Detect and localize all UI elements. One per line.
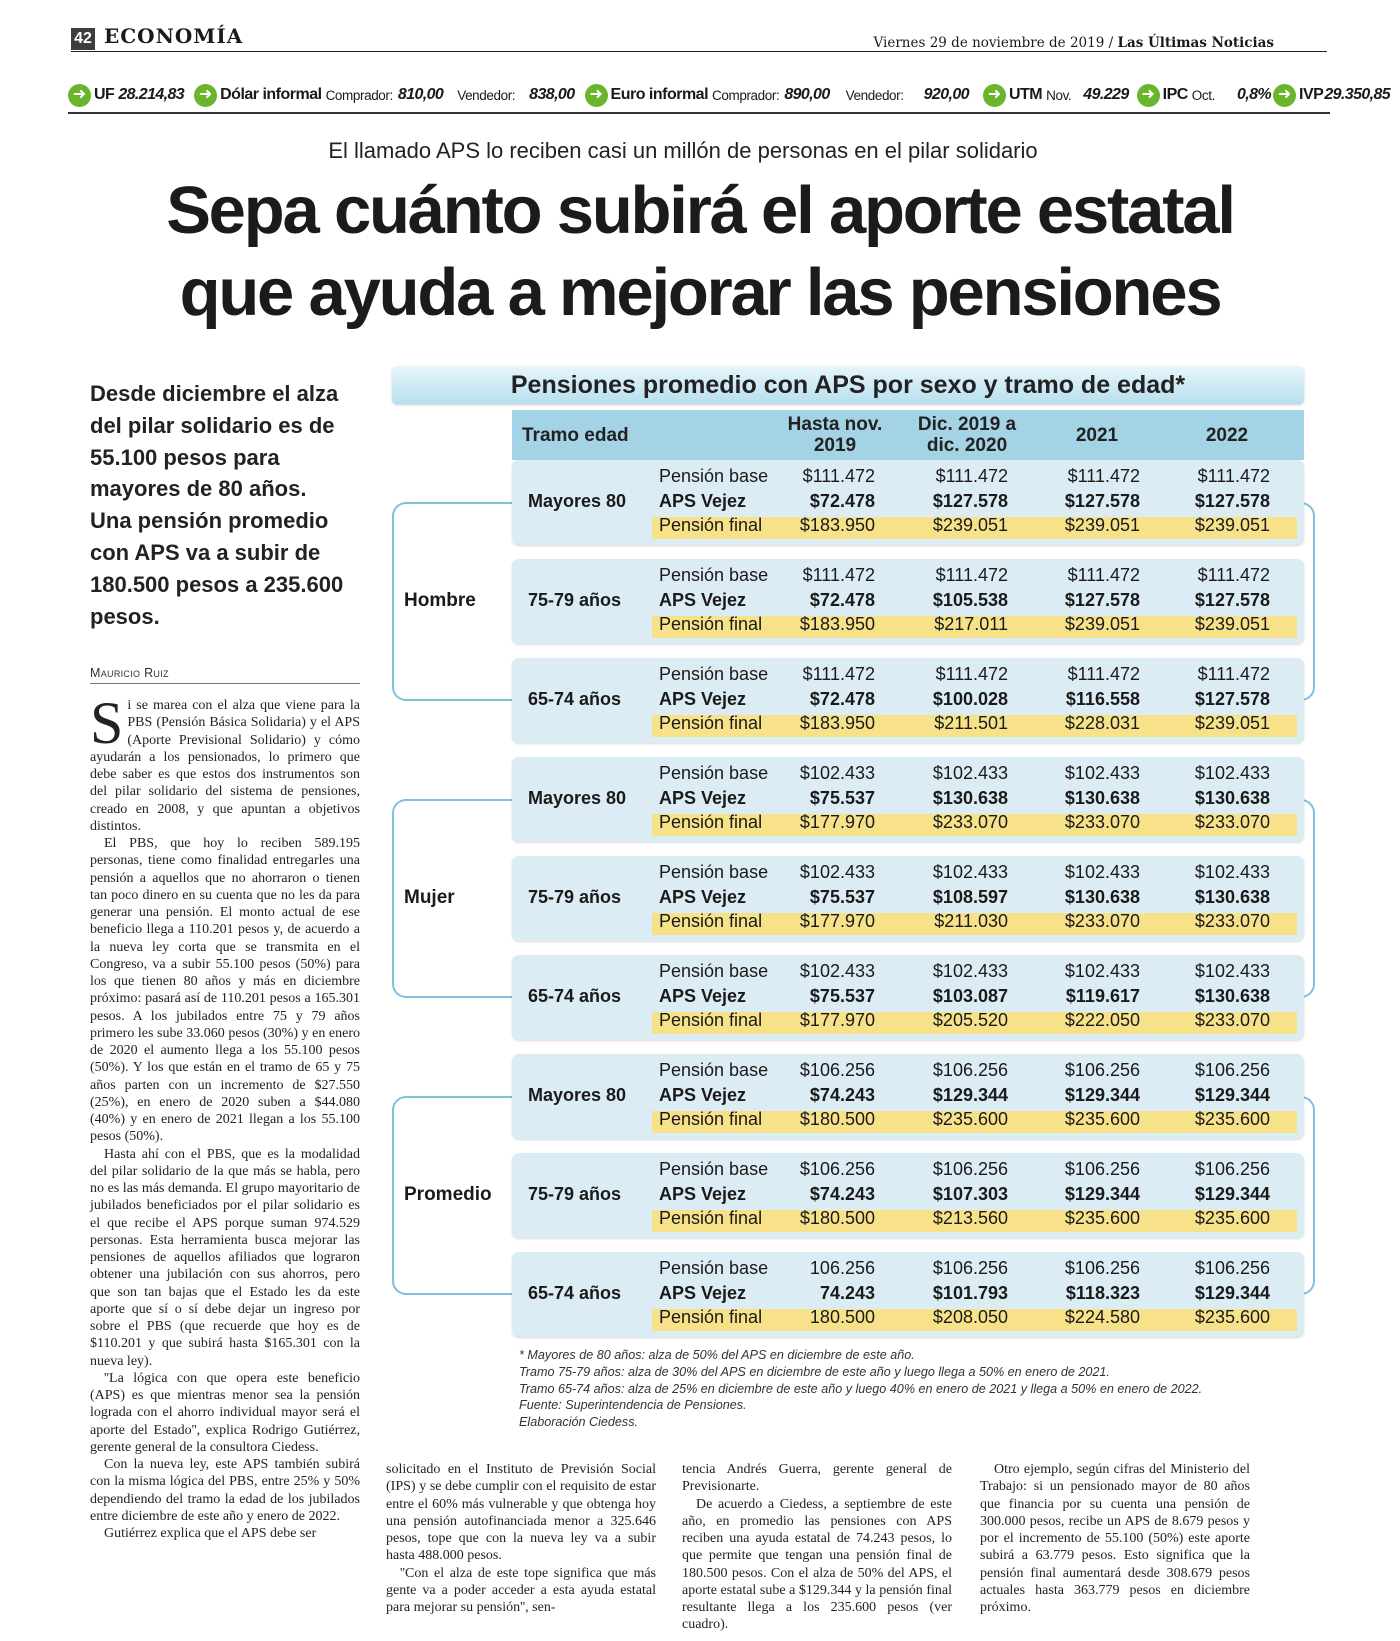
table-cell: $239.051 [1064,614,1140,634]
row-label: APS Vejez [659,887,747,907]
row-label: Pensión final [659,911,763,931]
table-cell: $177.970 [799,1010,875,1030]
age-bracket-label: 75-79 años [528,1184,622,1204]
table-cell: $239.051 [1064,515,1140,535]
body-paragraph: ''La lógica con que opera este beneficio (APS) es que mientras menor sea la pensión lograda con el ahorro individual mayor será el aporte del Estado'', explica Rodrigo Gutiérrez, gerente general de la consultora Ciedess. [90,1370,360,1455]
table-cell: $127.578 [1194,590,1270,610]
table-note: Tramo 75-79 años: alza de 30% del APS en diciembre de este año y luego llega a 50% en enero de 2021. [519,1364,1110,1379]
table-cell: $103.087 [932,986,1008,1006]
table-cell: $111.472 [1067,565,1140,585]
article-body-col2 [386,1461,656,1616]
table-cell: $130.638 [1064,788,1140,808]
table-cell: $208.050 [932,1307,1008,1327]
row-label: APS Vejez [659,491,747,511]
row-label: Pensión final [659,614,763,634]
table-cell: $130.638 [1064,887,1140,907]
header-col-nov2019: Hasta nov. 2019 [787,414,883,456]
table-cell: $111.472 [802,466,875,486]
article-body-col3 [682,1461,952,1634]
age-bracket-label: Mayores 80 [528,1085,627,1105]
body-paragraph: Hasta ahí con el PBS, que es la modalidad del pilar solidario de la que más se habla, pero no es las más demanda. El grupo mayoritario de jubilados beneficiados por el pilar solidario es el que recibe el APS porque suman 974.529 personas. Esta herramienta busca mejorar las pensiones de aquellos afiliados que lograron obtener una jubilación con sus ahorros, pero que son tan bajas que el Estado les da este aporte que sí o sí debe dejar un ingreso por sobre el PBS (que recuerde que hoy es de $110.201 y que subirá hasta $165.301 con la nueva ley). [90,1146,360,1369]
table-cell: $235.600 [1064,1208,1140,1228]
arrow-right-icon: ➜ [194,84,217,107]
table-cell: $111.472 [802,565,875,585]
table-cell: $129.344 [1194,1283,1270,1303]
table-cell: $224.580 [1064,1307,1140,1327]
table-cell: $177.970 [799,812,875,832]
table-cell: $102.433 [1064,862,1140,882]
table-title: Pensiones promedio con APS por sexo y tramo de edad* [510,371,1186,399]
table-cell: $222.050 [1064,1010,1140,1030]
table-cell: $235.600 [1064,1109,1140,1129]
body-paragraph: Gutiérrez explica que el APS debe ser [104,1526,317,1541]
table-cell: 106.256 [809,1258,875,1278]
table-cell: $102.433 [1064,961,1140,981]
table-cell: $183.950 [799,713,875,733]
age-bracket-label: Mayores 80 [528,788,627,808]
row-label: Pensión final [659,515,763,535]
table-cell: $106.256 [1194,1258,1270,1278]
table-cell: $118.323 [1065,1283,1140,1303]
table-cell: $102.433 [932,763,1008,783]
table-cell: $239.051 [1194,614,1270,634]
table-cell: $233.070 [1194,1010,1270,1030]
headline-line-1: Sepa cuánto subirá el aporte estatal [166,173,1234,248]
row-label: APS Vejez [659,788,747,808]
table-cell: $102.433 [932,862,1008,882]
table-cell: $102.433 [799,763,875,783]
table-cell: $111.472 [1197,565,1270,585]
table-cell: $233.070 [1194,911,1270,931]
dolar-buy-value: 810,00 [397,86,444,103]
table-cell: $111.472 [802,664,875,684]
table-cell: $106.256 [1194,1060,1270,1080]
row-label: APS Vejez [659,1184,747,1204]
table-cell: $111.472 [935,565,1008,585]
body-paragraph: solicitado en el Instituto de Previsión Social (IPS) y se debe cumplir con el requisito de estar entre el 60% más vulnerable y que obtenga hoy una pensión autofinanciada menor a 325.646 pesos, tope que con la nueva ley va a subir hasta 488.000 pesos. [386,1462,656,1564]
table-cell: $239.051 [1194,713,1270,733]
indicators-rule [68,112,1330,114]
table-cell: $111.472 [1067,466,1140,486]
article-body-col1 [90,690,360,1542]
table-cell: $180.500 [799,1208,875,1228]
table-header [512,410,1304,460]
table-cell: $74.243 [809,1184,875,1204]
table-cell: $127.578 [932,491,1008,511]
arrow-right-icon: ➜ [68,84,91,107]
table-cell: $102.433 [1194,961,1270,981]
row-label: Pensión base [659,862,769,882]
table-cell: $127.578 [1194,491,1270,511]
table-cell: $108.597 [932,887,1008,907]
table-cell: $75.537 [809,986,875,1006]
table-cell: $107.303 [932,1184,1008,1204]
table-cell: $111.472 [1067,664,1140,684]
dolar-sell-label: Vendedor: [457,87,516,103]
table-cell: $102.433 [1194,763,1270,783]
table-cell: $180.500 [799,1109,875,1129]
byline-rule [90,683,360,684]
table-cell: $72.478 [809,590,875,610]
table-cell: $116.558 [1065,689,1140,709]
euro-buy-label: Comprador: [712,87,780,103]
table-cell: $106.256 [932,1060,1008,1080]
age-bracket-label: Mayores 80 [528,491,627,511]
table-cell: $211.030 [934,911,1008,931]
table-cell: $106.256 [1194,1159,1270,1179]
table-cell: $106.256 [799,1159,875,1179]
table-cell: $183.950 [799,614,875,634]
table-cell: $233.070 [1064,812,1140,832]
table-cell: $127.578 [1064,590,1140,610]
euro-sell-label: Vendedor: [845,87,904,103]
ipc-value: 0,8% [1236,86,1272,103]
table-cell: $130.638 [1194,986,1270,1006]
sex-label: Mujer [404,886,455,908]
table-cell: $130.638 [1194,887,1270,907]
table-cell: $106.256 [1064,1060,1140,1080]
table-cell: $102.433 [1064,763,1140,783]
header-col-2022: 2022 [1205,424,1249,446]
row-label: APS Vejez [659,689,747,709]
table-cell: $235.600 [1194,1208,1270,1228]
row-label: APS Vejez [659,1085,747,1105]
row-label: Pensión final [659,1307,763,1327]
row-label: Pensión final [659,713,763,733]
utm-value: 49.229 [1083,86,1129,103]
row-label: Pensión base [659,664,769,684]
ipc-label: IPC [1162,86,1188,103]
table-note: Tramo 65-74 años: alza de 25% en diciembre de este año y luego 40% en enero de 2021 y llega a 50% en enero de 2022. [519,1381,1203,1396]
table-cell: $72.478 [809,491,875,511]
table-cell: $102.433 [932,961,1008,981]
table-cell: $111.472 [935,664,1008,684]
dolar-sell-value: 838,00 [529,86,575,103]
sex-label: Promedio [404,1183,492,1205]
table-cell: $127.578 [1064,491,1140,511]
table-cell: $239.051 [932,515,1008,535]
table-cell: 74.243 [819,1283,875,1303]
arrow-right-icon: ➜ [1137,84,1160,107]
table-cell: $129.344 [932,1085,1008,1105]
table-cell: $106.256 [1064,1258,1140,1278]
arrow-right-icon: ➜ [983,84,1006,107]
table-cell: $235.600 [932,1109,1008,1129]
age-bracket-label: 75-79 años [528,590,622,610]
indicators-bar [68,80,1391,110]
table-cell: $129.344 [1194,1085,1270,1105]
body-paragraph: i se marea con el alza que viene para la PBS (Pensión Básica Solidaria) y el APS (Aporte Previsional Solidario) y cómo ayudarán a los pensionados, lo primero que debe saber es que estos dos instrumentos son del pilar solidario del sistema de pensiones, creado en 2008, y que apuntan a objetivos distintos. [90,698,360,834]
table-cell: 180.500 [809,1307,875,1327]
ipc-period: Oct. [1191,87,1215,103]
body-paragraph: ''Con el alza de este tope significa que más gente va a poder acceder a esta ayuda estatal para mejorar su pensión'', sen- [386,1565,656,1615]
body-paragraph: El PBS, que hoy lo reciben 589.195 personas, tiene como finalidad entregarles una pensión a aquellos que no ahorraron o tienen tan poco dinero en su cuenta que no les da para generar una pensión. El monto actual de ese beneficio llega a 110.201 pesos y, de acuerdo a la nueva ley corta que se transmita en el Congreso, va a subir 55.100 pesos (50%) para los que tienen 80 años y más en diciembre próximo: pasará así de 110.201 pesos a 165.301 pesos. A los jubilados entre 75 y 79 años primero les sube 33.060 pesos (30%) y en enero de 2020 el aumento llega a los 55.100 pesos (50%). Y los que están en el tramo de 65 y 75 años parten con un incremento de $27.550 (25%), en enero de 2020 suben a $44.080 (40%) y en enero de 2021 llegan a los 55.100 pesos (50%). [90,836,360,1145]
utm-period: Nov. [1046,87,1072,103]
uf-label: UF [94,86,115,103]
ivp-label: IVP [1299,86,1324,103]
table-cell: $129.344 [1064,1184,1140,1204]
uf-value: 28.214,83 [118,86,185,103]
row-label: Pensión base [659,565,769,585]
dolar-buy-label: Comprador: [325,87,393,103]
row-label: Pensión final [659,812,763,832]
article-headline [0,170,1400,334]
article-lead: Desde diciembre el alza del pilar solidario es de 55.100 pesos para mayores de 80 años. Una pensión promedio con APS va a subir de 180.500 pesos a 235.600 pesos. [90,381,344,629]
utm-label: UTM [1008,86,1043,103]
table-cell: $106.256 [799,1060,875,1080]
drop-cap: S [90,690,124,756]
header-rule [71,51,1327,52]
table-cell: $119.617 [1065,986,1140,1006]
table-cell: $75.537 [809,788,875,808]
table-cell: $129.344 [1064,1085,1140,1105]
row-label: APS Vejez [659,1283,747,1303]
row-label: Pensión base [659,1159,769,1179]
table-cell: $111.472 [935,466,1008,486]
newspaper-name: Las Últimas Noticias [1117,35,1274,51]
table-note: * Mayores de 80 años: alza de 50% del APS en diciembre de este año. [519,1348,915,1362]
body-paragraph: Otro ejemplo, según cifras del Ministerio del Trabajo: si un pensionado mayor de 80 años que financia por su cuenta una pensión de 300.000 pesos, recibe un APS de 8.679 pesos y por el incremento de 55.100 (50%) este aporte subirá a 63.779 pesos. Esto significa que la pensión final aumentará desde 308.679 pesos actuales hasta 363.779 pesos en diciembre próximo. [980,1462,1250,1615]
header-tramo-edad: Tramo edad [522,424,629,446]
age-bracket-label: 65-74 años [528,986,622,1006]
page-number: 42 [71,28,95,50]
dolar-label: Dólar informal [220,86,322,103]
table-cell: $100.028 [932,689,1008,709]
table-cell: $102.433 [799,862,875,882]
arrow-right-icon: ➜ [585,84,608,107]
table-cell: $233.070 [932,812,1008,832]
table-cell: $111.472 [1197,664,1270,684]
table-source: Fuente: Superintendencia de Pensiones. [519,1398,747,1413]
row-label: Pensión final [659,1010,763,1030]
header-dateline [874,35,1274,51]
headline-line-2: que ayuda a mejorar las pensiones [179,255,1221,330]
table-cell: $102.433 [799,961,875,981]
arrow-right-icon: ➜ [1273,84,1296,107]
table-cell: $101.793 [932,1283,1008,1303]
article-body-col4 [980,1461,1250,1616]
table-cell: $129.344 [1194,1184,1270,1204]
table-cell: $235.600 [1194,1307,1270,1327]
table-cell: $105.538 [932,590,1008,610]
table-cell: $130.638 [1194,788,1270,808]
row-label: Pensión base [659,1060,769,1080]
body-paragraph: Con la nueva ley, este APS también subirá con la misma lógica del PBS, entre 25% y 50% dependiendo del tramo la edad de los jubilados entre diciembre de este año y enero de 2022. [90,1457,360,1524]
table-cell: $239.051 [1194,515,1270,535]
sex-label: Hombre [404,589,476,611]
table-cell: $106.256 [932,1258,1008,1278]
table-cell: $75.537 [809,887,875,907]
table-cell: $177.970 [799,911,875,931]
table-cell: $72.478 [809,689,875,709]
body-paragraph: tencia Andrés Guerra, gerente general de Previsionarte. [682,1462,952,1495]
table-cell: $183.950 [799,515,875,535]
table-cell: $211.501 [934,713,1008,733]
table-cell: $217.011 [934,614,1008,634]
table-cell: $127.578 [1194,689,1270,709]
euro-buy-value: 890,00 [784,86,830,103]
table-cell: $233.070 [1194,812,1270,832]
row-label: Pensión base [659,1258,769,1278]
article-kicker: El llamado APS lo reciben casi un millón de personas en el pilar solidario [328,138,1038,163]
table-notes [519,1347,1309,1431]
euro-label: Euro informal [610,86,709,103]
table-cell: $205.520 [932,1010,1008,1030]
age-bracket-label: 65-74 años [528,1283,622,1303]
table-cell: $111.472 [1197,466,1270,486]
row-label: APS Vejez [659,986,747,1006]
table-cell: $228.031 [1064,713,1140,733]
age-bracket-label: 65-74 años [528,689,622,709]
table-cell: $235.600 [1194,1109,1270,1129]
section-title: ECONOMÍA [104,24,244,48]
table-cell: $130.638 [932,788,1008,808]
row-label: Pensión base [659,466,769,486]
table-cell: $74.243 [809,1085,875,1105]
table-cell: $106.256 [1064,1159,1140,1179]
table-cell: $213.560 [932,1208,1008,1228]
table-cell: $106.256 [932,1159,1008,1179]
table-credit: Elaboración Ciedess. [519,1415,639,1430]
header-col-2021: 2021 [1075,424,1119,446]
ivp-value: 29.350,85 [1324,86,1391,103]
row-label: Pensión base [659,763,769,783]
author-byline: Mauricio Ruiz [90,666,169,680]
row-label: Pensión base [659,961,769,981]
euro-sell-value: 920,00 [923,86,969,103]
table-cell: $102.433 [1194,862,1270,882]
table-cell: $233.070 [1064,911,1140,931]
row-label: Pensión final [659,1208,763,1228]
body-paragraph: De acuerdo a Ciedess, a septiembre de este año, en promedio las pensiones con APS reciben una ayuda estatal de 74.243 pesos, lo que permite que tengan una pensión final de 180.500 pesos. Con el alza de 50% del APS, el aporte estatal sube a $129.344 y la pensión final resultante llega a los 235.600 pesos (ver cuadro). [682,1496,952,1633]
age-bracket-label: 75-79 años [528,887,622,907]
issue-date: Viernes 29 de noviembre de 2019 / [873,35,1114,51]
header-col-dic2019: Dic. 2019 a dic. 2020 [917,414,1017,456]
row-label: APS Vejez [659,590,747,610]
row-label: Pensión final [659,1109,763,1129]
